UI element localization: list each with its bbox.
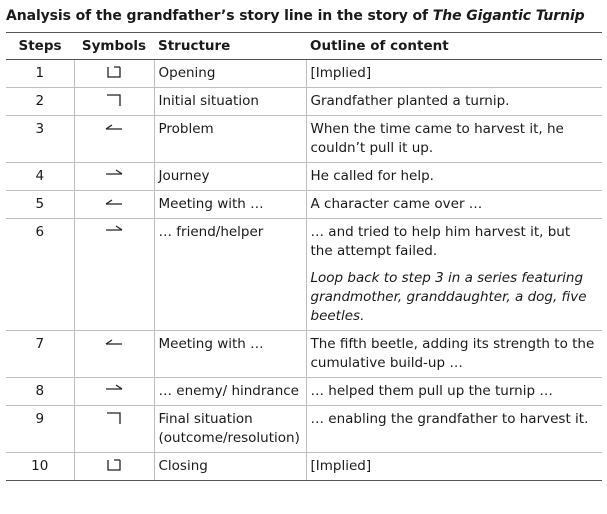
spacer [311,261,597,269]
structure-cell: Meeting with … [154,331,306,378]
structure-cell: Closing [154,453,306,481]
outline-text: … helped them pull up the turnip … [310,383,553,399]
outline-cell [306,88,602,116]
symbol-cell [74,163,154,191]
step-number: 1 [6,60,74,88]
table-row [6,378,602,406]
header-steps: Steps [6,33,74,60]
outline-text: Grandfather planted a turnip. [310,93,510,109]
box-open-top-icon [103,64,125,80]
table-row [6,331,602,378]
outline-cell [306,378,602,406]
step-number: 2 [6,88,74,116]
outline-text: [Implied] [310,65,372,81]
step-number: 6 [6,219,74,331]
outline-text: The fifth beetle, adding its strength to the cumulative build-up … [310,336,595,371]
table-row [6,60,602,88]
step-number: 8 [6,378,74,406]
header-row [6,33,602,60]
symbol-cell [74,453,154,481]
outline-cell [306,191,602,219]
story-title: The Gigantic Turnip [432,8,585,24]
symbol-cell [74,191,154,219]
outline-text: [Implied] [310,458,372,474]
outline-text: When the time came to harvest it, he couldn’t pull it up. [310,121,564,156]
structure-cell: Problem [154,116,306,163]
symbol-cell [74,378,154,406]
outline-cell [306,406,602,453]
outline-text: A character came over … [310,196,483,212]
outline-cell [306,60,602,88]
symbol-cell [74,88,154,116]
symbol-cell [74,219,154,331]
structure-cell: … enemy/ hindrance [154,378,306,406]
symbol-cell [74,406,154,453]
harpoon-right-icon [103,223,125,239]
table-row [6,219,602,331]
outline-cell [306,219,602,331]
structure-cell: Opening [154,60,306,88]
table-row [6,163,602,191]
outline-cell [306,116,602,163]
outline-text: He called for help. [310,168,434,184]
caption-text: Analysis of the grandfather’s story line in the story of [6,8,433,24]
harpoon-right-icon [103,167,125,183]
structure-cell: Journey [154,163,306,191]
structure-cell: Meeting with … [154,191,306,219]
table-row [6,116,602,163]
step-number: 10 [6,453,74,481]
harpoon-left-icon [103,120,125,136]
outline-cell [306,453,602,481]
table-row [6,453,602,481]
structure-cell: Initial situation [154,88,306,116]
step-number: 4 [6,163,74,191]
symbol-cell [74,60,154,88]
harpoon-right-icon [103,382,125,398]
harpoon-left-icon [103,335,125,351]
step-number: 5 [6,191,74,219]
table-row [6,406,602,453]
symbol-cell [74,116,154,163]
table-caption [6,8,585,24]
outline-cell [306,163,602,191]
loop-note: Loop back to step 3 in a series featuring grandmother, granddaughter, a dog, five beetles. [310,270,587,324]
structure-cell: … friend/helper [154,219,306,331]
corner-down-right-icon [103,410,125,426]
corner-down-right-icon [103,92,125,108]
step-number: 3 [6,116,74,163]
outline-cell [306,331,602,378]
header-outline: Outline of content [306,33,602,60]
step-number: 9 [6,406,74,453]
outline-text: … and tried to help him harvest it, but the attempt failed. [310,224,571,259]
symbol-cell [74,331,154,378]
story-analysis-table [6,32,602,481]
structure-cell: Final situation (outcome/resolution) [154,406,306,453]
box-open-top-icon [103,457,125,473]
header-symbols: Symbols [74,33,154,60]
table-row [6,88,602,116]
step-number: 7 [6,331,74,378]
header-structure: Structure [154,33,306,60]
table-row [6,191,602,219]
outline-text: … enabling the grandfather to harvest it. [310,411,589,427]
harpoon-left-icon [103,195,125,211]
